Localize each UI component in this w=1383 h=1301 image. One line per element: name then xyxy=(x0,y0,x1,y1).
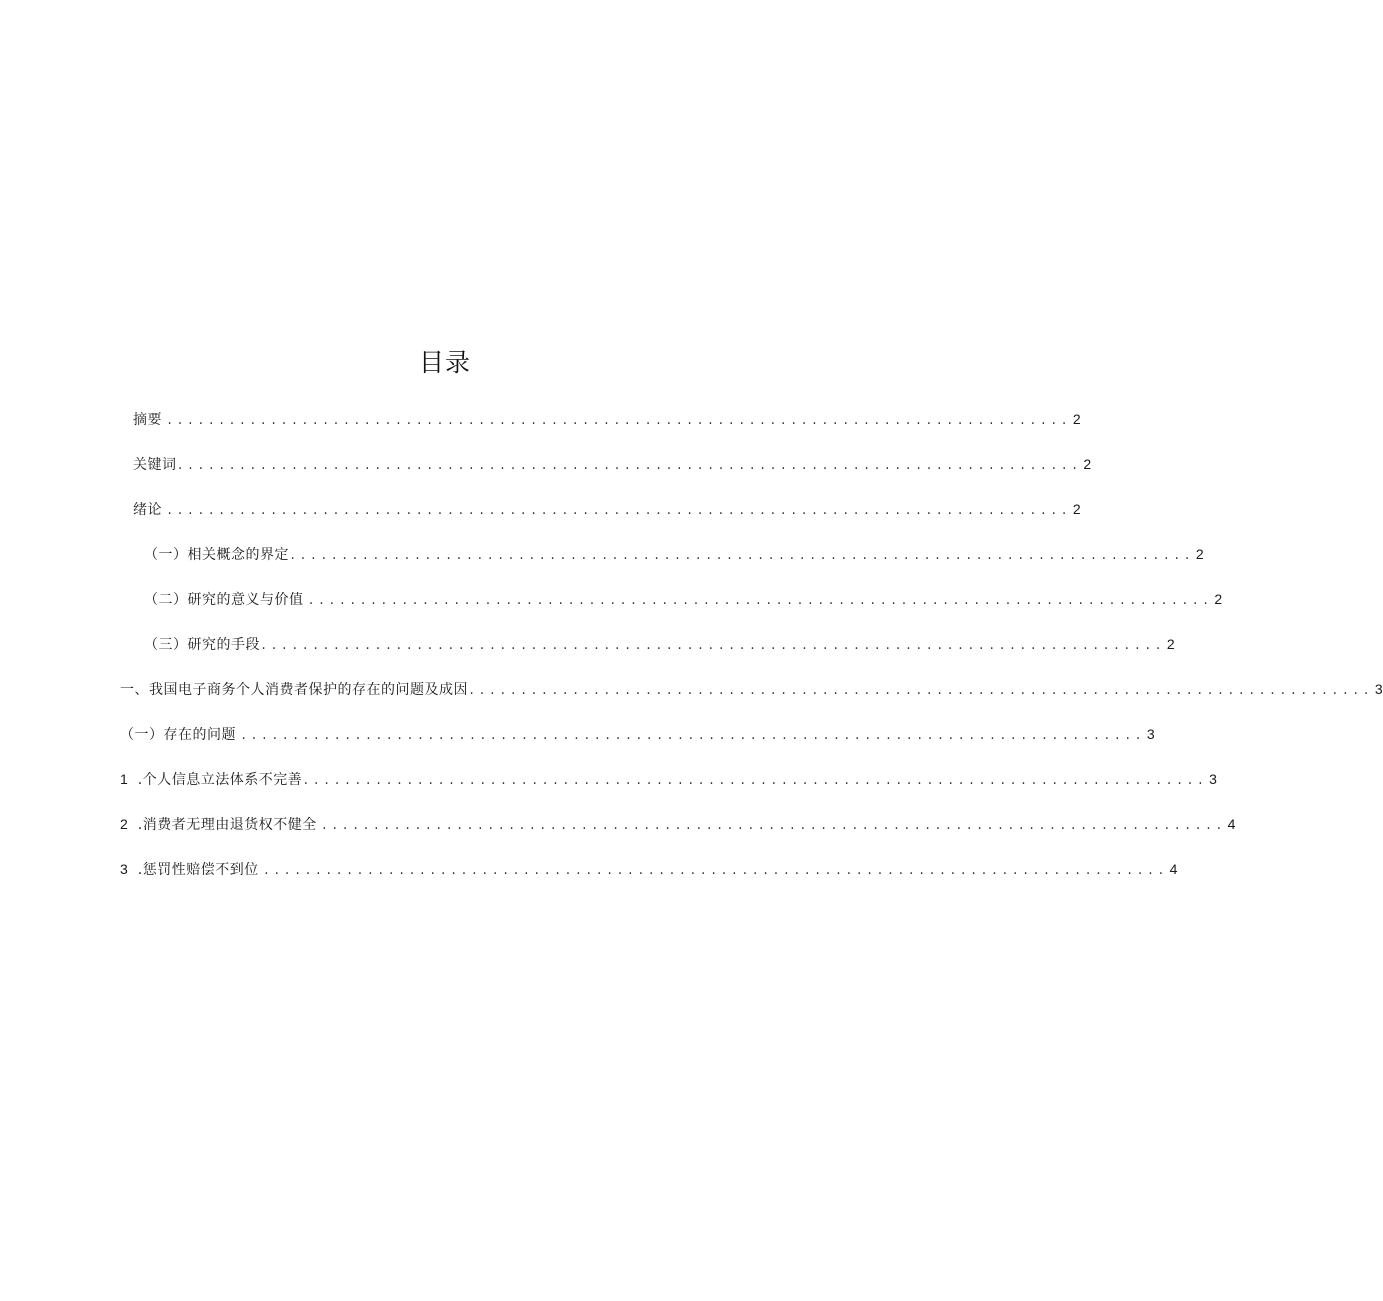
toc-dot-leader: ....................................................................................... xyxy=(240,729,1145,743)
toc-page-number: 2 xyxy=(1195,546,1204,562)
toc-entry-introduction[interactable] xyxy=(133,498,1081,520)
toc-entry-label: 绪论 xyxy=(133,502,162,518)
toc-entry-item-2[interactable] xyxy=(120,813,1236,835)
toc-dot-leader: ....................................................................................... xyxy=(262,864,1168,878)
toc-entry-item-3[interactable] xyxy=(120,858,1178,880)
toc-page-number: 3 xyxy=(1209,771,1217,787)
toc-entry-label: （二）研究的意义与价值 xyxy=(144,592,304,608)
toc-page-number: 4 xyxy=(1169,861,1178,877)
toc-entry-abstract[interactable] xyxy=(133,408,1081,430)
toc-entry-label: 关键词 xyxy=(133,457,177,473)
toc-page-number: 4 xyxy=(1227,816,1236,832)
toc-entry-label: .惩罚性赔偿不到位 xyxy=(137,862,259,878)
toc-page-number: 2 xyxy=(1072,501,1081,517)
toc-entry-label: 摘要 xyxy=(133,412,162,428)
toc-dot-leader: ....................................................................................... xyxy=(166,414,1071,428)
toc-title: 目录 xyxy=(418,348,471,377)
toc-dot-leader: ....................................................................................... xyxy=(289,549,1194,563)
toc-dot-leader: ....................................................................................... xyxy=(260,639,1165,653)
toc-item-number: 2 xyxy=(120,816,128,832)
toc-entry-section-1[interactable] xyxy=(144,543,1204,565)
toc-dot-leader: ....................................................................................... xyxy=(307,594,1213,608)
toc-page-number: 2 xyxy=(1166,636,1175,652)
toc-page-number: 2 xyxy=(1072,411,1081,427)
toc-entry-section-2[interactable] xyxy=(144,588,1223,610)
toc-dot-leader: ....................................................................................... xyxy=(468,684,1373,698)
toc-entry-chapter-1[interactable] xyxy=(120,678,1383,700)
toc-dot-leader: ....................................................................................... xyxy=(176,459,1082,473)
toc-entry-label: .个人信息立法体系不完善 xyxy=(137,772,303,788)
toc-entry-label: （三）研究的手段 xyxy=(144,637,260,653)
toc-dot-leader: ....................................................................................... xyxy=(166,504,1071,518)
toc-entry-label: 一、我国电子商务个人消费者保护的存在的问题及成因 xyxy=(120,682,468,698)
toc-entry-section-3[interactable] xyxy=(144,633,1175,655)
toc-entry-label: .消费者无理由退货权不健全 xyxy=(137,817,317,833)
toc-entry-label: （一）相关概念的界定 xyxy=(144,547,289,563)
toc-entry-chapter-1-subsection-1[interactable] xyxy=(120,723,1155,745)
toc-entry-label: （一）存在的问题 xyxy=(120,727,236,743)
toc-dot-leader: ....................................................................................... xyxy=(320,819,1226,833)
toc-page-number: 2 xyxy=(1083,456,1092,472)
toc-page-number: 3 xyxy=(1146,726,1155,742)
toc-page-number: 2 xyxy=(1214,591,1223,607)
toc-item-number: 3 xyxy=(120,861,128,877)
toc-page-number: 3 xyxy=(1374,681,1383,697)
toc-entry-keywords[interactable] xyxy=(133,453,1092,475)
toc-item-number: 1 xyxy=(120,771,128,787)
toc-dot-leader: ....................................................................................... xyxy=(302,774,1208,788)
toc-entry-item-1[interactable] xyxy=(120,768,1217,790)
